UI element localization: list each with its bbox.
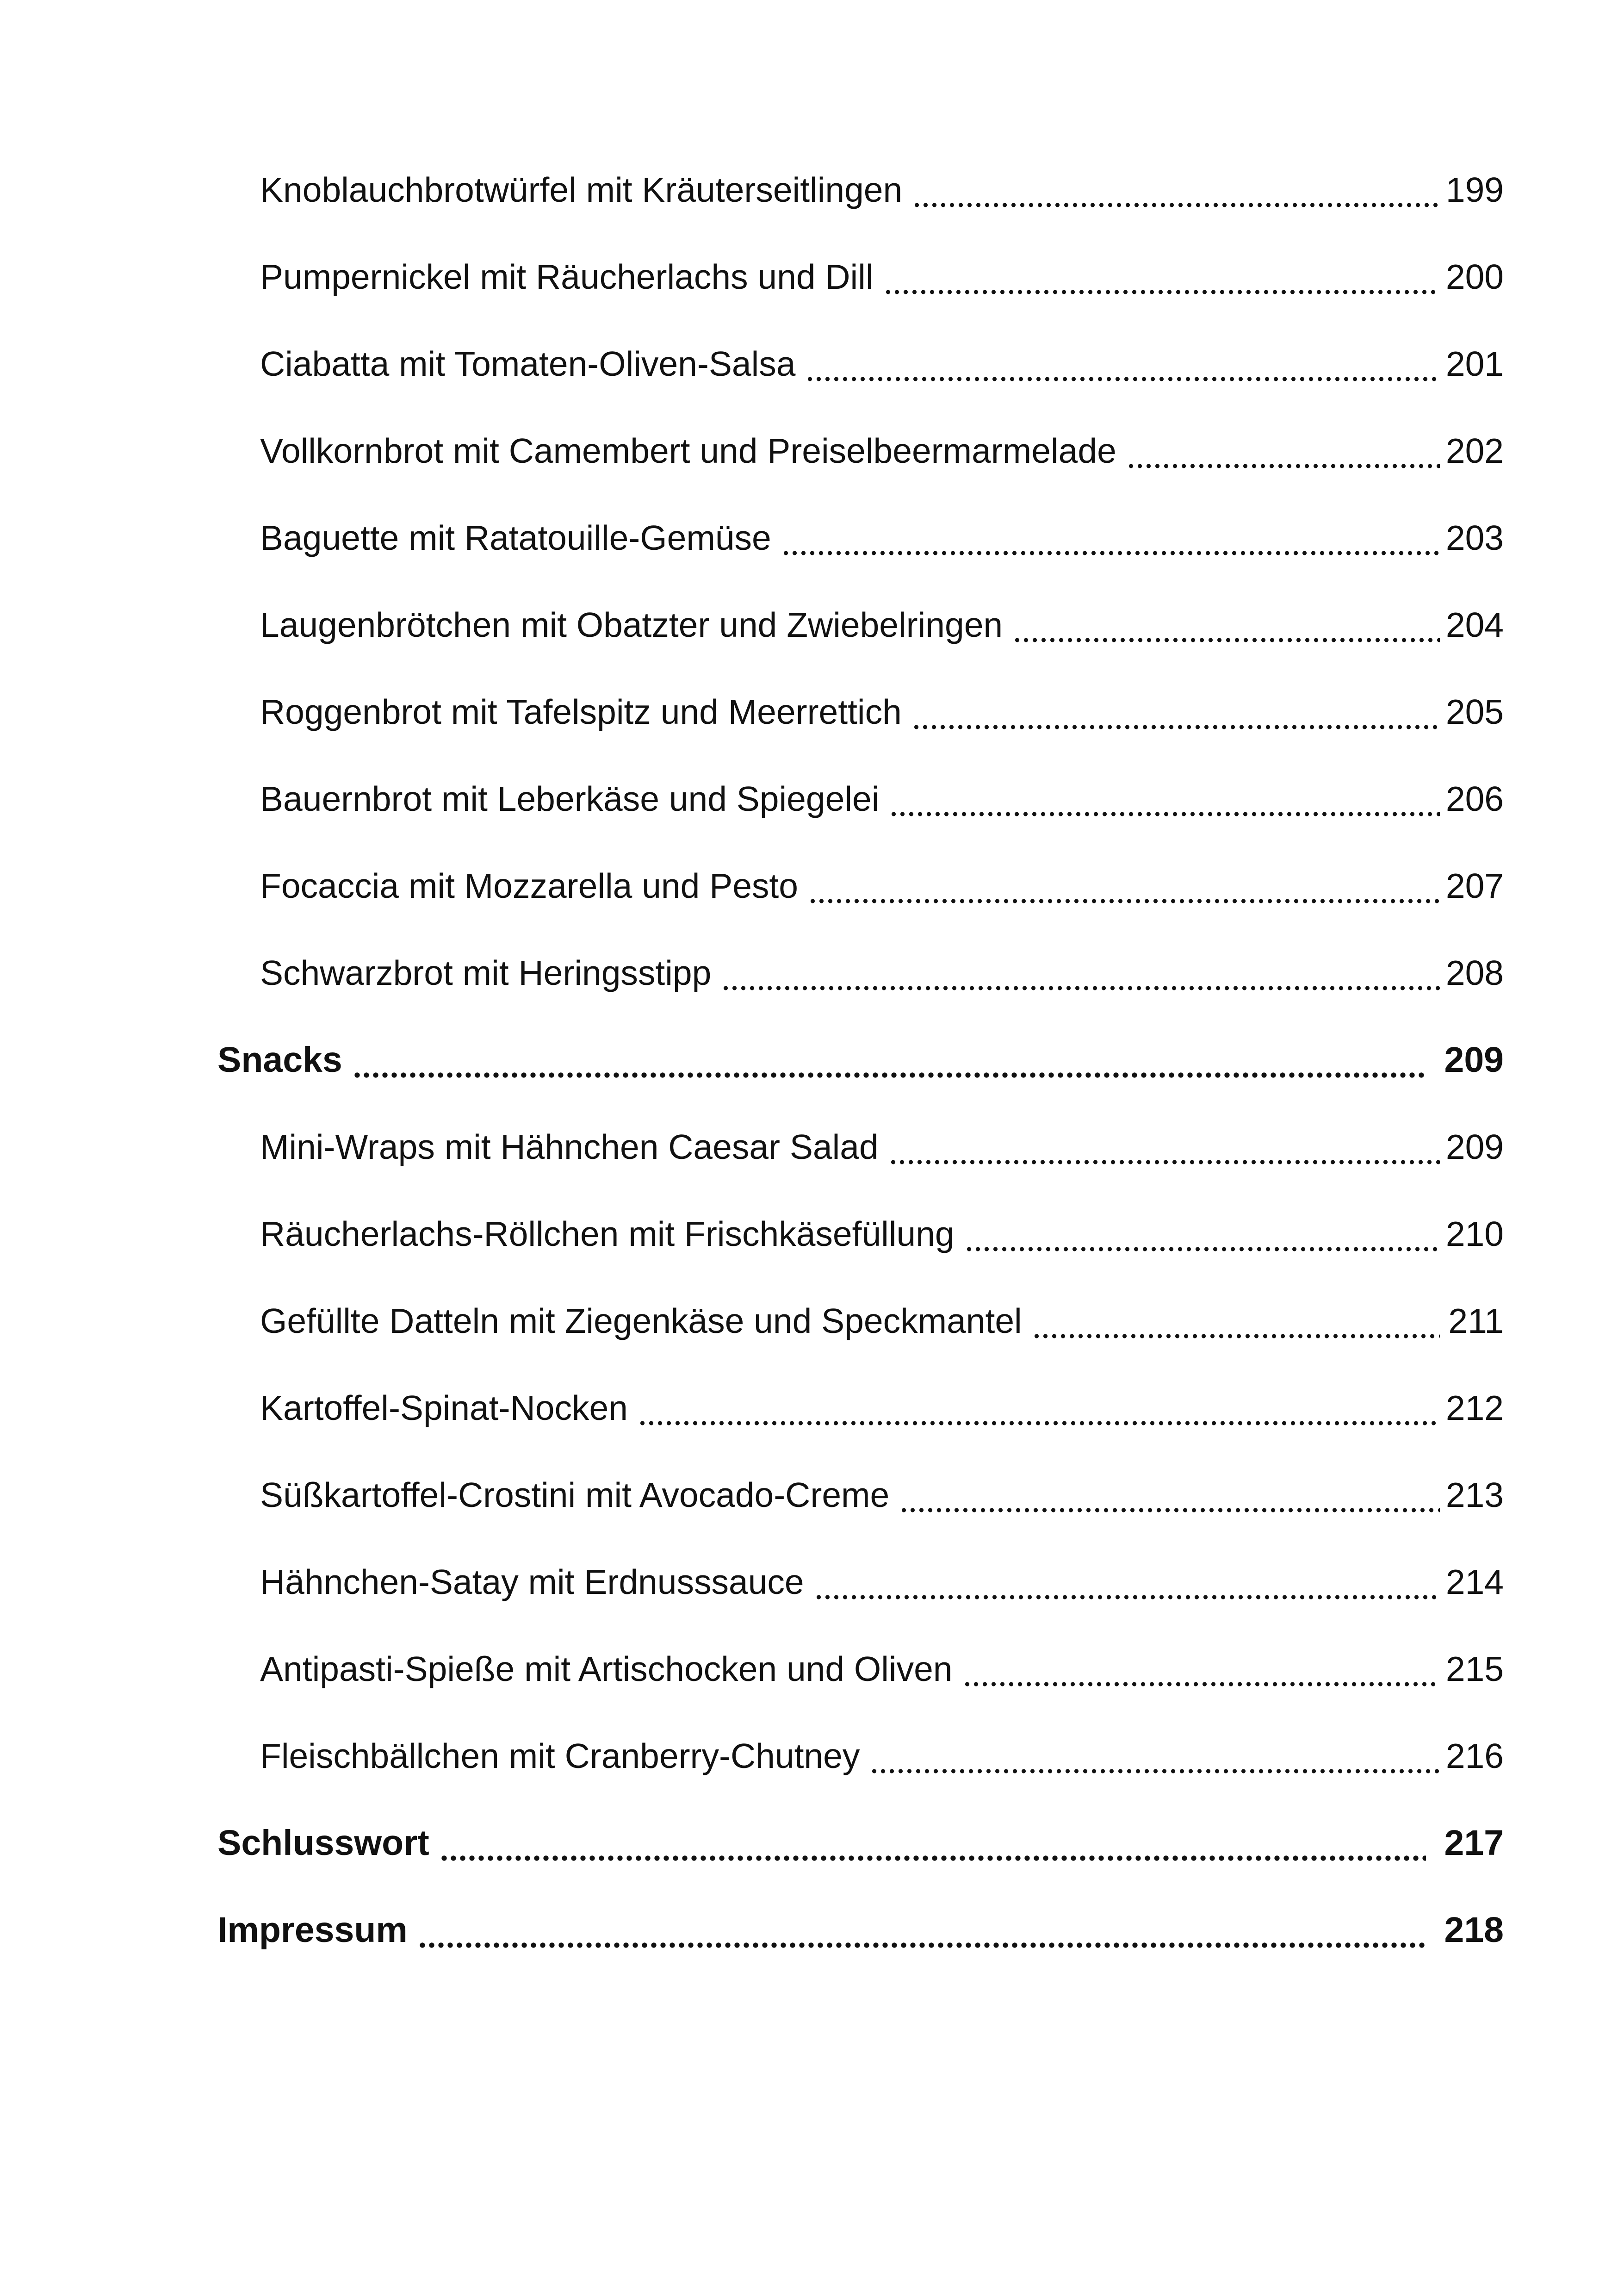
dot-leader xyxy=(353,1041,1426,1079)
dot-leader xyxy=(870,1738,1440,1774)
toc-section-page: 218 xyxy=(1444,1910,1504,1950)
dot-leader xyxy=(912,694,1440,730)
dot-leader xyxy=(1127,433,1440,469)
dot-leader xyxy=(781,520,1440,556)
toc-section-title: Impressum xyxy=(217,1910,408,1950)
dot-leader xyxy=(963,1651,1440,1687)
dot-leader xyxy=(440,1824,1426,1862)
toc-entry-page: 200 xyxy=(1445,257,1504,296)
toc-entry[interactable] xyxy=(0,428,1618,474)
dot-leader xyxy=(808,868,1440,904)
toc-entry-page: 205 xyxy=(1445,692,1504,731)
toc-section-heading[interactable] xyxy=(0,1820,1618,1866)
toc-section-page: 209 xyxy=(1444,1039,1504,1080)
toc-entry-title: Pumpernickel mit Räucherlachs und Dill xyxy=(260,257,874,296)
toc-entry[interactable] xyxy=(0,254,1618,300)
toc-section-title: Schlusswort xyxy=(217,1823,429,1863)
dot-leader xyxy=(899,1477,1440,1513)
toc-entry-page: 206 xyxy=(1445,779,1504,818)
toc-entry-page: 202 xyxy=(1445,431,1504,470)
toc-entry[interactable] xyxy=(0,1211,1618,1257)
dot-leader xyxy=(965,1216,1440,1252)
toc-entry[interactable] xyxy=(0,1559,1618,1605)
dot-leader xyxy=(418,1911,1426,1949)
toc-entry-page: 204 xyxy=(1445,605,1504,644)
dot-leader xyxy=(721,955,1440,991)
toc-entry-title: Süßkartoffel-Crostini mit Avocado-Creme xyxy=(260,1475,890,1514)
toc-entry-title: Roggenbrot mit Tafelspitz und Meerrettich xyxy=(260,692,902,731)
toc-section-title: Snacks xyxy=(217,1039,342,1080)
toc-entry[interactable] xyxy=(0,602,1618,648)
toc-entry[interactable] xyxy=(0,1733,1618,1779)
toc-entry-page: 210 xyxy=(1445,1214,1504,1253)
toc-entry[interactable] xyxy=(0,167,1618,213)
toc-entry-title: Räucherlachs-Röllchen mit Frischkäsefüllung xyxy=(260,1214,955,1253)
toc-entry-page: 208 xyxy=(1445,953,1504,992)
toc-entry-title: Fleischbällchen mit Cranberry-Chutney xyxy=(260,1736,860,1775)
toc-entry-page: 201 xyxy=(1445,344,1504,383)
toc-entry-title: Antipasti-Spieße mit Artischocken und Oliven xyxy=(260,1649,953,1688)
toc-entry-title: Knoblauchbrotwürfel mit Kräuterseitlingen xyxy=(260,170,903,209)
toc-entry[interactable] xyxy=(0,950,1618,996)
toc-entry-title: Hähnchen-Satay mit Erdnusssauce xyxy=(260,1562,804,1601)
dot-leader xyxy=(889,781,1440,817)
toc-entry[interactable] xyxy=(0,1646,1618,1692)
toc-section-heading[interactable] xyxy=(0,1037,1618,1083)
toc-entry-title: Focaccia mit Mozzarella und Pesto xyxy=(260,866,798,905)
toc-entry[interactable] xyxy=(0,1124,1618,1170)
toc-entry-title: Baguette mit Ratatouille-Gemüse xyxy=(260,518,771,557)
toc-entry[interactable] xyxy=(0,689,1618,735)
toc-entry-title: Schwarzbrot mit Heringsstipp xyxy=(260,953,712,992)
toc-entry-page: 215 xyxy=(1445,1649,1504,1688)
toc-entry-title: Ciabatta mit Tomaten-Oliven-Salsa xyxy=(260,344,796,383)
toc-entry[interactable] xyxy=(0,863,1618,909)
toc-entry-page: 209 xyxy=(1445,1127,1504,1166)
toc-entry-title: Vollkornbrot mit Camembert und Preiselbeermarmelade xyxy=(260,431,1116,470)
toc-entry-title: Laugenbrötchen mit Obatzter und Zwiebelringen xyxy=(260,605,1003,644)
dot-leader xyxy=(884,259,1440,295)
toc-entry-page: 199 xyxy=(1445,170,1504,209)
dot-leader xyxy=(814,1564,1440,1600)
toc-entry[interactable] xyxy=(0,341,1618,387)
toc-entry-title: Mini-Wraps mit Hähnchen Caesar Salad xyxy=(260,1127,879,1166)
toc-entry-page: 214 xyxy=(1445,1562,1504,1601)
toc-entry-title: Bauernbrot mit Leberkäse und Spiegelei xyxy=(260,779,880,818)
toc-entry[interactable] xyxy=(0,1385,1618,1431)
toc-entry-title: Kartoffel-Spinat-Nocken xyxy=(260,1388,628,1427)
toc-entry[interactable] xyxy=(0,1298,1618,1344)
dot-leader xyxy=(806,346,1440,382)
toc-section-heading[interactable] xyxy=(0,1907,1618,1953)
toc-entry-page: 213 xyxy=(1445,1475,1504,1514)
toc-entry-page: 216 xyxy=(1445,1736,1504,1775)
toc-entry-title: Gefüllte Datteln mit Ziegenkäse und Speckmantel xyxy=(260,1301,1022,1340)
dot-leader xyxy=(912,172,1440,208)
dot-leader xyxy=(1013,607,1440,643)
dot-leader xyxy=(1032,1303,1440,1339)
toc-entry-page: 212 xyxy=(1445,1388,1504,1427)
toc-entry-page: 203 xyxy=(1445,518,1504,557)
toc-entry[interactable] xyxy=(0,1472,1618,1518)
toc-entry-page: 211 xyxy=(1448,1301,1504,1340)
dot-leader xyxy=(889,1129,1440,1165)
toc-entry-page: 207 xyxy=(1445,866,1504,905)
toc-section-page: 217 xyxy=(1444,1823,1504,1863)
toc-entry[interactable] xyxy=(0,776,1618,822)
dot-leader xyxy=(638,1390,1440,1426)
toc-entry[interactable] xyxy=(0,515,1618,561)
